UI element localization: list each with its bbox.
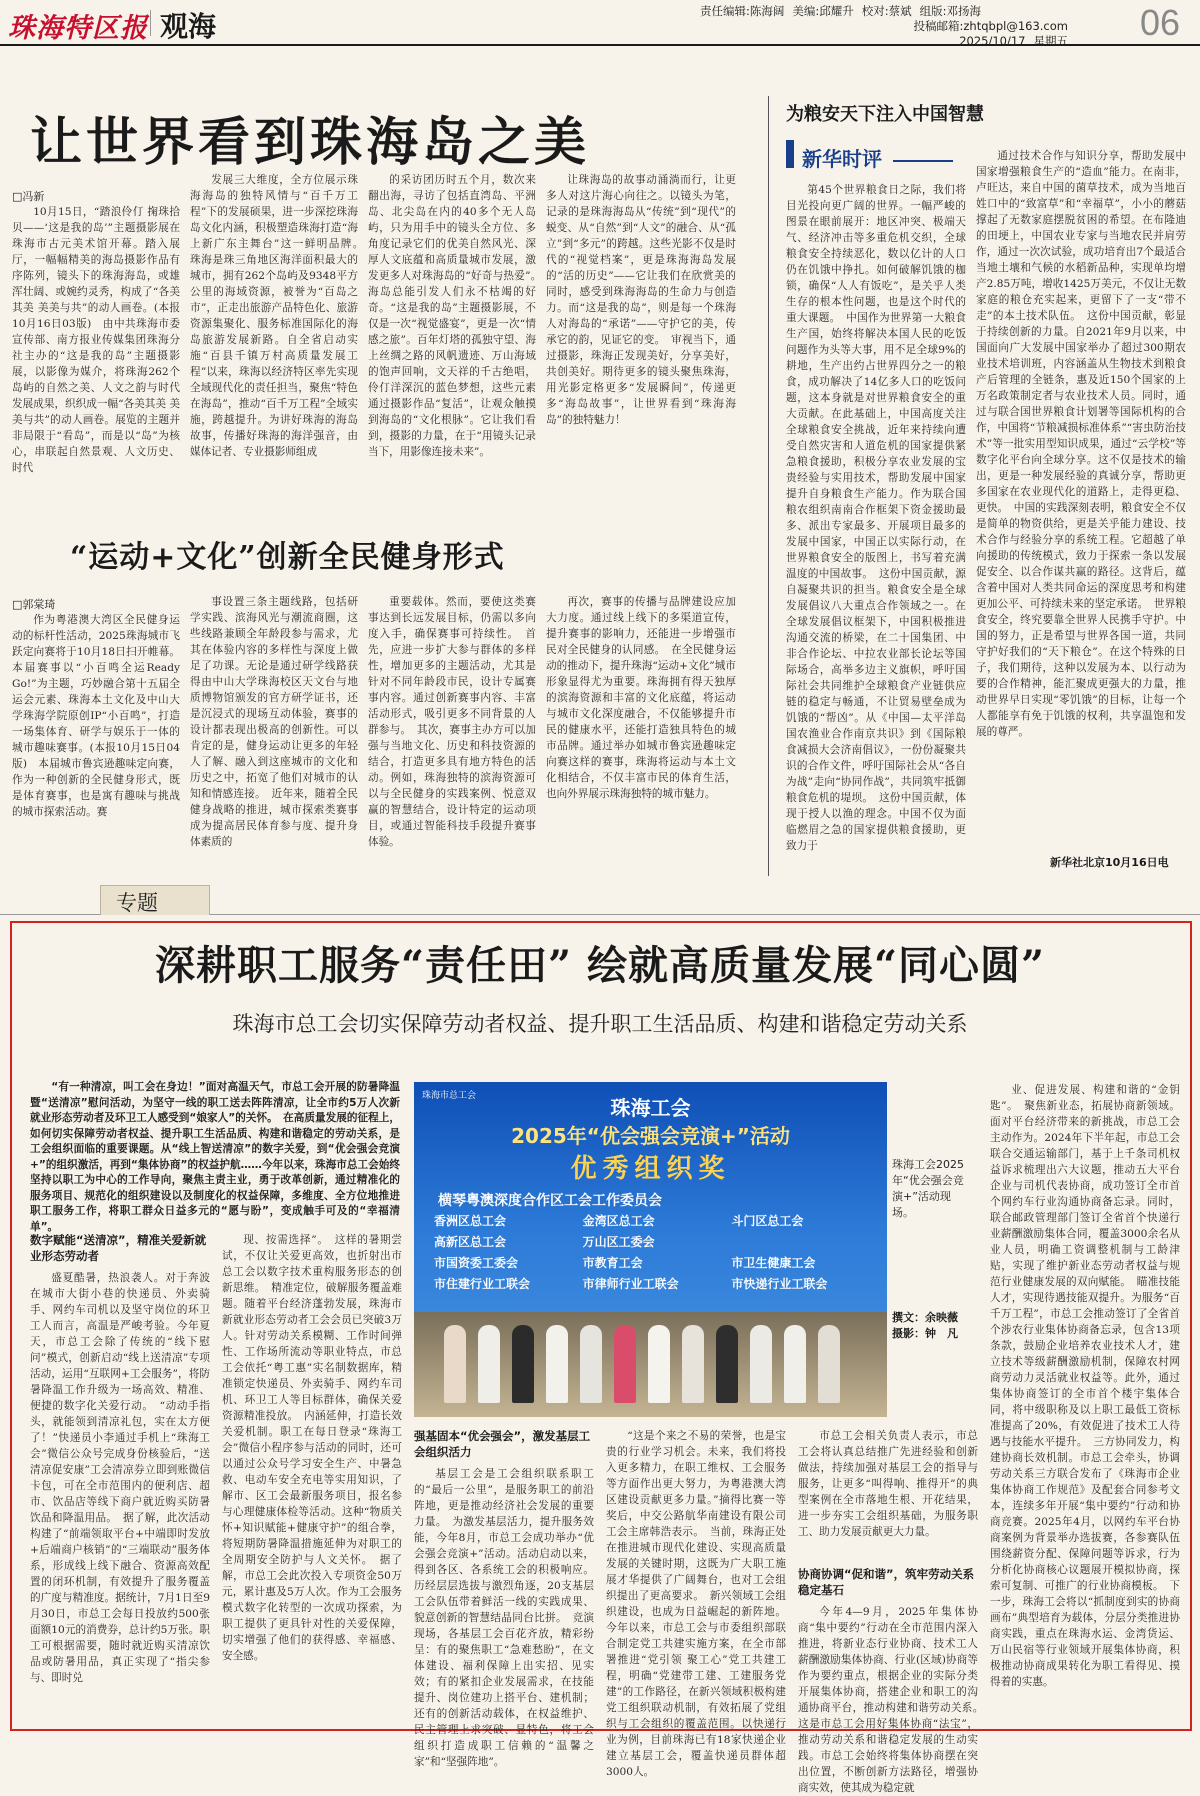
special-column-e: 市总工会相关负责人表示，市总工会将认真总结推广先进经验和创新做法，持续加强对基层工会的指导与服务，让更多“叫得响、推得开”的典型案例在全市落地生根、开花结果，进一步夯实工会组织基础，为服务职工、助力发展贡献更大力量。 [798,1430,978,1538]
person-figure [750,1325,772,1403]
page-credits [700,4,1130,49]
person-figure [614,1325,636,1403]
special-column-c: 基层工会是工会组织联系职工的“最后一公里”，是服务职工的前沿阵地，更是推动经济社会发展的重要力量。 为激发基层活力，提升服务效能，今年8月，市总工会成功举办“优会强会竞演+”活动。活动启动以来，得到各区、各系统工会的积极响应。历经层层选拔与激烈角逐，20支基层工会队伍带着鲜活一线的实践成果、貌意创新的智慧结晶同台比拼。 竞演现场，各基层工会百花齐放，精彩纷呈：有的聚焦职工“急难愁盼”，在文体建设、福利保障上出实招、见实效；有的紧扣企业发展需求，在技能提升、岗位建功上搭平台、建机制；还有的创新活动载体，在权益维护、民主管理上求突破、显特色，将工会组织打造成职工信赖的“温馨之家”和“坚强阵地”。 [414,1468,594,1768]
credit-photographer: 摄影：钟 凡 [892,1327,958,1340]
masthead-divider [150,10,151,36]
person-figure [682,1325,704,1403]
person-figure [546,1325,568,1403]
section3-heading: 协商协调“促和谐”，筑牢劳动关系稳定基石 [798,1567,975,1597]
special-column-f: 今年4—9月，2025年集体协商“集中要约”行动在全市范围内深入推进，将新业态行业协商、技术工人薪酬激励集体协商、行业(区域)协商等作为要约重点，根据企业的实际分类开展集体协商，搭建企业和职工的沟通协商平台，推动构建和谐劳动关系。 这是市总工会用好集体协商“法宝”，推动劳动关系和谐稳定发展的生动实践。市总工会始终将集体协商摆在突出位置，不断创新方法路径，增强协商实效，使其成为稳定就 [798,1606,989,1794]
photo-org: 高新区总工会 [434,1235,507,1249]
photo-banner-line2: 2025年“优会强会竞演+”活动 [511,1124,790,1148]
credit-layout: 组版:邓扬海 [919,4,981,18]
page-weekday: 星期五 [1033,34,1068,48]
person-figure [648,1325,670,1403]
section1-heading: 数字赋能“送清凉”，精准关爱新就业形态劳动者 [30,1233,207,1263]
photo-org-grid [434,1212,874,1292]
photo-org: 金湾区总工会 [582,1214,655,1228]
commentary-badge: 新华时评 [802,147,882,171]
special-column-g: 业、促进发展、构建和谐的“金钥匙”。 聚焦新业态，拓展协商新领域。面对平台经济带来的新挑战，市总工会主动作为。2024年下半年起，市总工会联合交通运输部门，基于上千条司机权益诉求梳理出六大议题，推动五大平台企业与司机代表协商，成功签订全市首个网约车行业沟通协商备忘录。同时，联合邮政管理部门签订全省首个快递行业薪酬激励集体合同，覆盖3000余名从业人员，明确工资调整机制与工龄津贴，实现了维护新业态劳动者权益与规范行业健康发展的双向赋能。 瞄准技能人才，实现待遇技能双提升。为服务“百千万工程”，市总工会推动签订了全省首个涉农行业集体协商备忘录，包含13项条款，鼓励企业培养农业技术人才，建立技术等级薪酬激励机制，保障农村网商劳动力灵活就业权益等。此外，通过集体协商签订的全市首个楼宇集体合同，将中级职称及以上职工最低工资标准提高了20%，有效促进了技术工人待遇与技能水平提升。 三方协同发力，构建协商长效机制。市总工会牵头，协调劳动关系三方联合发布了《珠海市企业集体协商工作规范》及配套合同参考文本，连续多年开展“集中要约”行动和协商竞赛。2025年4月，以网约车平台协商案例为背景举办选拔赛，各参赛队伍围绕薪资分配、保障问题等诉求，行为分析化协商核心议题展开模拟协商，探索可复制、可推广的行业协商模板。 下一步，珠海工会将以“抓制度到实的协商画布”典型培育为载体，分层分类推进协商实践，重点在珠海水运、金湾货运、万山民宿等行业领域开展集体协商，积极推动协商成果转化为职工看得见、摸得着的实惠。 [990,1084,1180,1688]
badge-bar [786,140,794,168]
article1-byline: □冯新 [12,190,45,203]
commentary-title: 为粮安天下注入中国智慧 [786,104,984,125]
photo-stage [414,1312,887,1417]
photo-org: 市住建行业工联会 [434,1277,531,1291]
article2-column-2: 事设置三条主题线路，包括研学实践、滨海风光与潮流商圈，这些线路兼顾全年龄段参与需求，尤其在体验内容的多样性与深度上做足了功课。无论是通过研学线路获得由中山大学珠海校区天文台与地质博物馆颁发的官方研学证书，还是沉浸式的现场互动体验，赛事的设计都表现出极高的创新性。可以肯定的是，健身运动让更多的年轻人了解、融入到这座城市的文化和历史之中，拓宽了他们对城市的认知和情感连接。 近年来，随着全民健身战略的推进，城市探索类赛事成为提高居民体育参与度、提升身体素质的 [190,596,358,848]
column-divider [768,96,769,876]
special-tab-label: 专题 [116,891,158,915]
section-name: 观海 [160,10,217,43]
photo-org: 万山区工委会 [582,1235,655,1249]
article1-column-3: 的采访团历时五个月，数次来翻出海，寻访了包括直湾岛、平洲岛、北尖岛在内的40多个无人岛屿，只为用手中的镜头全方位、多角度记录它们的优美自然风光、深厚人文底蕴和高质量城市发展，激发更多人对珠海岛的“好奇与热爱”。 海岛总能引发人们永不枯竭的好奇。“这是我的岛”主题摄影展，不仅是一次“视觉盛宴”，更是一次“情感之旅”。百年灯塔的孤独守望、海上丝绸之路的风帆遗迹、万山海域的饱声回响，文天祥的千古绝唱，伶仃洋深沉的蓝色梦想，这些元素通过摄影作品“复活”，让观众触摸到海岛的“文化根脉”。它让我们看到，摄影的力量，在于“用镜头记录当下，用影像连接未来”。 [368,174,547,458]
credit-editor: 责任编辑:陈海阔 [700,4,785,18]
award-photo [414,1082,887,1417]
person-figure [716,1325,738,1403]
credit-writer: 撰文：余映薇 [892,1311,958,1324]
special-subheadline: 珠海市总工会切实保障劳动者权益、提升职工生活品质、构建和谐稳定劳动关系 [232,1012,968,1036]
photo-org [731,1233,874,1250]
special-headline: 深耕职工服务“责任田” 绘就高质量发展“同心圆” [155,942,1045,989]
section2-heading: 强基固本“优会强会”，激发基层工会组织活力 [414,1429,591,1459]
person-figure [478,1325,500,1403]
person-figure [444,1325,466,1403]
special-column-a: 盛夏酷暑，热浪袭人。对于奔波在城市大街小巷的快递员、外卖骑手、网约车司机以及坚守岗位的环卫工人而言，高温是严峻考验。今年夏天，市总工会除了传统的“线下慰问”模式，创新启动“线上送清凉”专项活动，运用“互联网+工会服务”，将防暑降温工作升级为一场高效、精准、便捷的数字化关爱行动。 “动动手指头，就能领到清凉礼包，实在太方便了！”快递员小李通过手机上“珠海工会”微信公众号完成身份核验后，“送清凉促安康”工会清凉券立即到账微信卡包，可在全市范围内的便利店、超市、饮品店等线下商户就近购买防暑饮品和降温用品。 据了解，此次活动构建了“前端领取平台+中端即时发放+后端商户核销”的“三端联动”服务体系，形成线上线下融合、资源高效配置的闭环机制，有效提升了服务覆盖的广度与精准度。据统计，7月1日至9月30日，市总工会每日投放约500张面额10元的消费券，总计约5万张。职工可根据需要，随时就近购买清凉饮品或防暑用品，真正实现了“指尖参与、即时兑 [30,1272,210,1684]
credit-proof: 校对:蔡斌 [861,4,912,18]
photo-org: 市卫生健康工会 [731,1256,816,1270]
person-figure [818,1325,840,1403]
special-column-d: “这是个来之不易的荣誉，也是宝贵的行业学习机会。未来，我们将投入更多精力，在职工维权、工会服务等方面作出更大努力，为粤港澳大湾区建设贡献更多力量。”摘得比赛一等奖后，中交公路航华南建设有限公司工会主席韩浩表示。 当前，珠海正处在推进城市现代化建设、实现高质量发展的关键时期，这既为广大职工施展才华提供了广阔舞台，也对工会组织提出了更高要求。 新兴领域工会组织建设，也成为日益崛起的新阵地。今年以来，市总工会与市委组织部联合制定党工共建实施方案，在全市部署推进“党引领 聚工心”党工共建工程，明确“党建带工建、工建服务党建”的工作路径，在新兴领域积极构建党工组织联动机制，有效拓展了党组织与工会组织的覆盖范围。以快递行业为例，目前珠海已有18家快递企业建立基层工会，覆盖快递员群体超3000人。 [606,1430,786,1778]
article1-headline: 让世界看到珠海岛之美 [30,112,591,173]
special-column-b: 现、按需选择”。 这样的暑期尝试，不仅让关爱更高效，也折射出市总工会以数字技术重构服务形态的创新思维。 精准定位，破解服务覆盖难题。随着平台经济蓬勃发展，珠海市新就业形态劳动者工会会员已突破3万人。针对劳动关系模糊、工作时间弹性、工作场所流动等职业特点，市总工会依托“粤工惠”实名制数据库，精准锁定快递员、外卖骑手、网约车司机、环卫工人等目标群体，确保关爱资源精准投放。 内涵延伸，打造长效关爱机制。职工在每日登录“珠海工会”微信小程序参与活动的同时，还可以通过公众号学习安全生产、中暑急救、电动车安全充电等实用知识，了解市、区工会最新服务项目，报名参与心理健康体检等活动。这种“物质关怀+知识赋能+健康守护”的组合拳，将短期防暑降温措施延伸为对职工的全周期安全防护与人文关怀。 据了解，市总工会此次投入专项资金50万元，累计惠及5万人次。作为工会服务模式数字化转型的一次成功探索，为职工提供了更具针对性的关爱保障，切实增强了他们的获得感、幸福感、安全感。 [222,1234,402,1662]
photo-banner-line3: 优秀组织奖 [570,1154,731,1184]
photo-logo: 珠海市总工会 [422,1091,477,1101]
article1-column-4: 让珠海岛的故事动涌淌而行，让更多人对这片海心向往之。以镜头为笔，记录的是珠海海岛从“传统”到“现代”的蜕变、从“自然”到“人文”的融合、从“孤立”到“多元”的跨越。这些光影不仅是时代的“视觉档案”，更是珠海海岛发展的“活的历史”——它让我们在欣赏美的同时，感受到珠海海岛的生命力与创造力。而“这是我的岛”，则是每一个珠海人对海岛的“承诺”——守护它的美，传承它的韵，见证它的变。 审视当下，通过摄影，珠海正发现美好，分享美好，共创美好。期待更多的镜头聚焦珠海，用光影定格更多“发展瞬间”，传递更多“海岛故事”，让世界看到“珠海海岛”的独特魅力！ [546,174,736,426]
photo-caption: 珠海工会2025年“优会强会竞演+”活动现场。 [892,1158,964,1219]
badge-underline [893,160,953,162]
photo-org: 斗门区总工会 [731,1214,804,1228]
person-figure [580,1325,602,1403]
article1-column-2: 发展三大维度，全方位展示珠海海岛的独特风情与“百千万工程”下的发展硕果，进一步深挖珠海岛文化内涵，积极塑造珠海打造“海上新广东主舞台”这一鲜明品牌。 珠海是珠三角地区海洋面积最大的城市，拥有262个岛屿及9348平方公里的海域资源，被誉为“百岛之市”，正走出旅游产品特色化、旅游资源集聚化、服务标准国际化的海岛旅游发展新路。自全省启动实施“百县千镇万村高质量发展工程”以来，珠海以经济特区率先实现全域现代化的责任担当，聚焦“特色在海岛”，推动“百千万工程”全域实施，跨越提升。为讲好珠海的海岛故事，传播好珠海的海洋强音，由媒体记者、专业摄影师组成 [190,174,369,458]
commentary-dateline: 新华社北京10月16日电 [1050,856,1169,869]
credit-email: 投稿邮箱:zhtqbpl@163.com [913,19,1068,33]
photo-org: 市国资委工委会 [434,1256,519,1270]
newspaper-logo: 珠海特区报 [8,13,148,44]
photo-org-title: 横琴粤澳深度合作区工会工作委员会 [438,1193,662,1209]
article2-column-1: 作为粤港澳大湾区全民健身运动的标杆性活动，2025珠海城市飞跃定向赛将于10月18日扫开帷幕。本届赛事以“小百鸣全运Ready Go!”为主题，巧妙融合第十五届全运会元素、珠海本土文化及中山大学珠海学院原创IP“小百鸣”，打造一场集体育、研学与娱乐于一体的城市趣味赛事。(本报10月15日04版) 本届城市鲁宾逊趣味定向赛，作为一种创新的全民健身形式，既是体育赛事，也是寓有趣味与挑战的城市探索活动。赛 [12,614,180,818]
person-figure [784,1325,806,1403]
photo-banner-line1: 珠海工会 [610,1096,691,1120]
special-lead: “有一种清凉，叫工会在身边！”面对高温天气，市总工会开展的防暑降温暨“送清凉”慰问活动，为坚守一线的职工送去阵阵清凉，让全市约5万人次新就业形态劳动者及环卫工人感受到“娘家人”的关怀。 在高质量发展的征程上，如何切实保障劳动者权益、提升职工生活品质、构建和谐稳定的劳动关系，是工会组织面临的重要课题。从“线上智送清凉”的数字关爱，到“优会强会竞演+”的组织激活，再到“集体协商”的权益护航……今年以来，珠海市总工会始终坚持以职工为中心的工作导向，聚焦主责主业，勇于改革创新，通过精准化的服务项目、规范化的组织建设以及制度化的权益保障，多维度、全方位地推进职工服务工作，将职工群众日益多元的“愿与盼”，变成触手可及的“幸福清单”。 [30,1081,400,1233]
person-figure [512,1325,534,1403]
article2-column-3: 重要载体。然而，要使这类赛事达到长远发展目标，仍需以多向度入手，确保赛事可持续性。 首先，应进一步扩大参与群体的多样性，增加更多的主题活动，尤其是针对不同年龄段市民，设计专属赛事内容。通过创新赛事内容、丰富活动形式，吸引更多不同背景的人群参与。 其次，赛事主办方可以加强与当地文化、历史和科技资源的结合，打造更多具有地方特色的活动。例如，珠海独特的滨海资源可以与全民健身的实践案例、悦意双赢的智慧结合，设计特定的运动项目，或通过智能科技手段提升赛事体验。 [368,596,536,848]
article2-byline: □郭棠琦 [12,598,56,611]
credit-art: 美编:邱耀升 [792,4,854,18]
photo-org: 市教育工会 [582,1256,643,1270]
commentary-column-1: 第45个世界粮食日之际，我们将目光投向更广阔的世界。一幅严峻的图景在眼前展开：地区冲突、极端天气、经济冲击等多重危机交织，全球粮食安全持续恶化，数以亿计的人口仍在饥饿中挣扎。如何破解饥饿的枷锁，确保“人人有饭吃”，是关乎人类生存的根本性问题，也是这个时代的重大课题。 中国作为世界第一大粮食生产国，始终将解决本国人民的吃饭问题作为头等大事，用不足全球9%的耕地，生产出约占世界四分之一的粮食，成功解决了14亿多人口的吃饭问题，这本身就是对世界粮食安全的重大贡献。在此基础上，中国高度关注全球粮食安全挑战，近年来持续向遭受自然灾害和人道危机的国家提供紧急粮食援助，积极分享农业发展的宝贵经验与实用技术，帮助发展中国家提升自身粮食生产能力。作为联合国粮农组织南南合作框架下资金援助最多、派出专家最多、开展项目最多的发展中国家，中国正以实际行动，在世界粮食安全的版图上，书写着充满温度的中国故事。 这份中国贡献，源自凝聚共识的担当。粮食安全是全球发展倡议八大重点合作领域之一。在全球发展倡议框架下，中国积极推进沟通交流的桥梁，在二十国集团、中非合作论坛、中拉农业部长论坛等国际场合，高举多边主义旗帜，呼吁国际社会共同维护全球粮食产业链供应链的稳定与畅通，不让贸易壁垒成为饥饿的“帮凶”。从《中国—太平洋岛国农渔业合作南京共识》到《国际粮食减损大会济南倡议》，一份份凝聚共识的合作文件，呼吁国际社会从“各自为战”走向“协同作战”，共同筑牢抵御粮食危机的堤坝。 这份中国贡献，体现于授人以渔的理念。中国不仅为面临燃眉之急的国家提供粮食援助，更致力于 [786,184,966,852]
commentary-column-2: 通过技术合作与知识分享，帮助发展中国家增强粮食生产的“造血”能力。在南非，卢旺达，来自中国的菌草技术，成为当地百姓口中的“致富草”和“幸福草”，小小的蘑菇撑起了无数家庭摆脱贫困的希望。在布隆迪的田埂上，中国农业专家与当地农民并肩劳作，通过一次次试验，成功培育出7个最适合当地土壤和气候的水稻新品种，实现单均增产2.85万吨，增收1425万美元，不仅让无数家庭的粮仓充实起来，更留下了一支“带不走”的本土技术队伍。 这份中国贡献，彰显于持续创新的力量。自2021年9月以来，中国面向广大发展中国家举办了超过300期农业技术培训班，内容涵盖从生物技术到粮食产后管理的全链条，惠及近150个国家的上万名政策制定者与农业技术人员。同时，通过与联合国世界粮食计划署等国际机构的合作，中国将“节粮减损标准体系”“害虫防治技术”等一批实用型知识成果，通过“云学校”等数字化平台向全球分享。这不仅是技术的输出，更是一种发展经验的真诚分享，帮助更多国家在农业现代化的道路上，走得更稳、更快。 中国的实践深刻表明，粮食安全不仅是简单的物资供给，更是关乎能力建设、技术合作与经验分享的系统工程。它超越了单向援助的传统模式，致力于探索一条以发展促安全、以合作谋共赢的路径。这背后，蕴含着中国对人类共同命运的深度思考和构建更加公平、可持续未来的坚定承诺。 世界粮食安全，终究要靠全世界人民携手守护。中国的努力，正是希望与世界各国一道，共同守护好我们的“天下粮仓”。在这个特殊的日子，我们期待，这种以发展为本、以行动为要的合作精神，能汇聚成更强大的力量，推动世界早日实现“零饥饿”的目标，让每一个人都能享有免于饥饿的权利，共享温饱和发展的尊严。 [976,150,1186,738]
photo-org: 市快递行业工联会 [731,1277,828,1291]
photo-org: 香洲区总工会 [434,1214,507,1228]
photo-org: 市律师行业工联会 [582,1277,679,1291]
page-date: 2025/10/17 [959,34,1026,48]
article2-column-4: 再次，赛事的传播与品牌建设应加大力度。通过线上线下的多渠道宣传，提升赛事的影响力，还能进一步增强市民对全民健身的认同感。 在全民健身运动的推动下，提升珠海“运动+文化”城市形象显得尤为重要。珠海拥有得天独厚的滨海资源和丰富的文化底蕴，将运动与城市文化深度融合，不仅能够提升市民的健康水平，还能打造独具特色的城市品牌。通过举办如城市鲁宾逊趣味定向赛这样的赛事，珠海将运动与本土文化相结合，不仅丰富市民的体育生活，也向外界展示珠海独特的城市魅力。 [546,596,736,800]
photo-credits [892,1310,992,1342]
article1-column-1: 10月15日，“踏浪伶仃 掬珠拾贝——‘这是我的岛’”主题摄影展在珠海市古元美术馆开幕。踏入展厅，一幅幅精美的海岛摄影作品有序陈列，镜头下的珠海海岛，或雄浑壮阔、或婉约灵秀，构成了“各美其美 美美与共”的动人画卷。(本报10月16日03版) 由中共珠海市委宣传部、南方报业传媒集团珠海分社主办的“这是我的岛”主题摄影展，以影像为媒介，将珠海262个岛屿的自然之美、人文之韵与时代发展成果，织织成一幅“各美其美 美美与共”的动人画卷。展览的主题并非局限于“看岛”，而是以“岛”为核心，串联起自然景观、人文历史、时代 [12,206,180,474]
page-number: 06 [1140,2,1181,43]
article2-headline: “运动+文化”创新全民健身形式 [70,540,505,575]
